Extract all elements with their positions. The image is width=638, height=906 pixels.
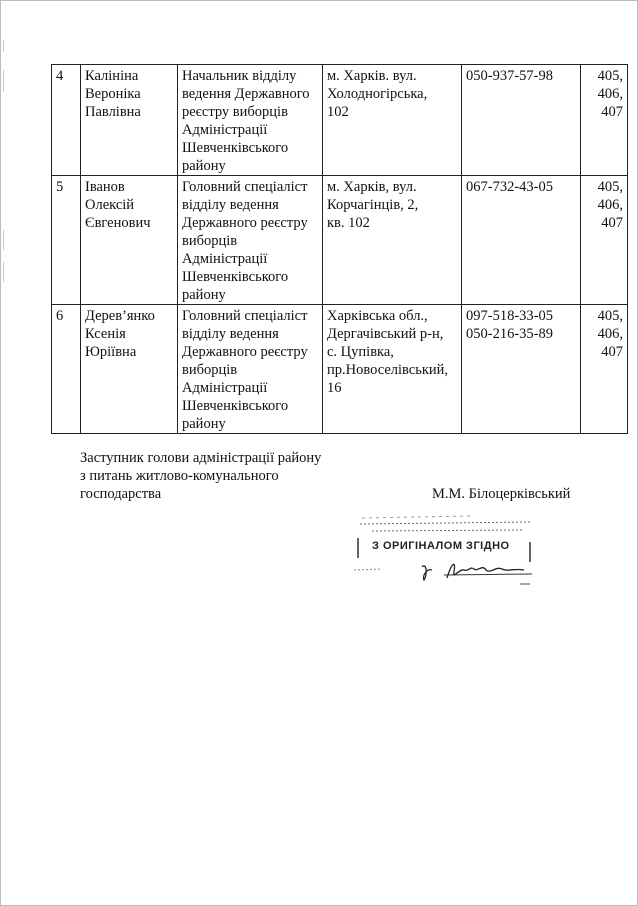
employee-position: Головний спеціаліст відділу ведення Державного реєстру виборців Адміністрації Шевченківського району xyxy=(178,176,323,305)
certification-stamp xyxy=(352,512,537,590)
room-numbers: 405, 406, 407 xyxy=(581,176,628,305)
stamp-text: З ОРИГІНАЛОМ ЗГІДНО xyxy=(372,540,510,552)
employee-position: Головний спеціаліст відділу ведення Державного реєстру виборців Адміністрації Шевченківського району xyxy=(178,305,323,434)
employee-phone: 097-518-33-05 050-216-35-89 xyxy=(462,305,581,434)
employee-phone: 067-732-43-05 xyxy=(462,176,581,305)
scan-margin-line xyxy=(3,40,4,52)
employee-phone: 050-937-57-98 xyxy=(462,65,581,176)
signatory-title-line: Заступник голови адміністрації району xyxy=(80,450,322,466)
employee-address: м. Харків. вул. Холодногірська, 102 xyxy=(323,65,462,176)
table-row xyxy=(52,176,628,305)
scan-margin-line xyxy=(3,230,4,250)
room-numbers: 405, 406, 407 xyxy=(581,65,628,176)
employee-address: м. Харків, вул. Корчагінців, 2, кв. 102 xyxy=(323,176,462,305)
row-number: 6 xyxy=(52,305,81,434)
signatory-title-line: з питань житлово-комунального xyxy=(80,468,279,484)
scan-margin-line xyxy=(3,70,4,92)
row-number: 5 xyxy=(52,176,81,305)
employee-name: Дерев’янко Ксенія Юріївна xyxy=(81,305,178,434)
table-row xyxy=(52,305,628,434)
signatory-title-line: господарства xyxy=(80,486,162,502)
signatory-name: М.М. Білоцерківський xyxy=(432,486,571,502)
employee-name: Іванов Олексій Євгенович xyxy=(81,176,178,305)
employee-name: Калініна Вероніка Павлівна xyxy=(81,65,178,176)
staff-table xyxy=(51,64,628,434)
room-numbers: 405, 406, 407 xyxy=(581,305,628,434)
employee-position: Начальник відділу ведення Державного реєстру виборців Адміністрації Шевченківського району xyxy=(178,65,323,176)
row-number: 4 xyxy=(52,65,81,176)
signature-block xyxy=(80,449,321,503)
scan-margin-line xyxy=(3,262,4,282)
employee-address: Харківська обл., Дергачівський р-н, с. Цупівка, пр.Новоселівський, 16 xyxy=(323,305,462,434)
table-row xyxy=(52,65,628,176)
